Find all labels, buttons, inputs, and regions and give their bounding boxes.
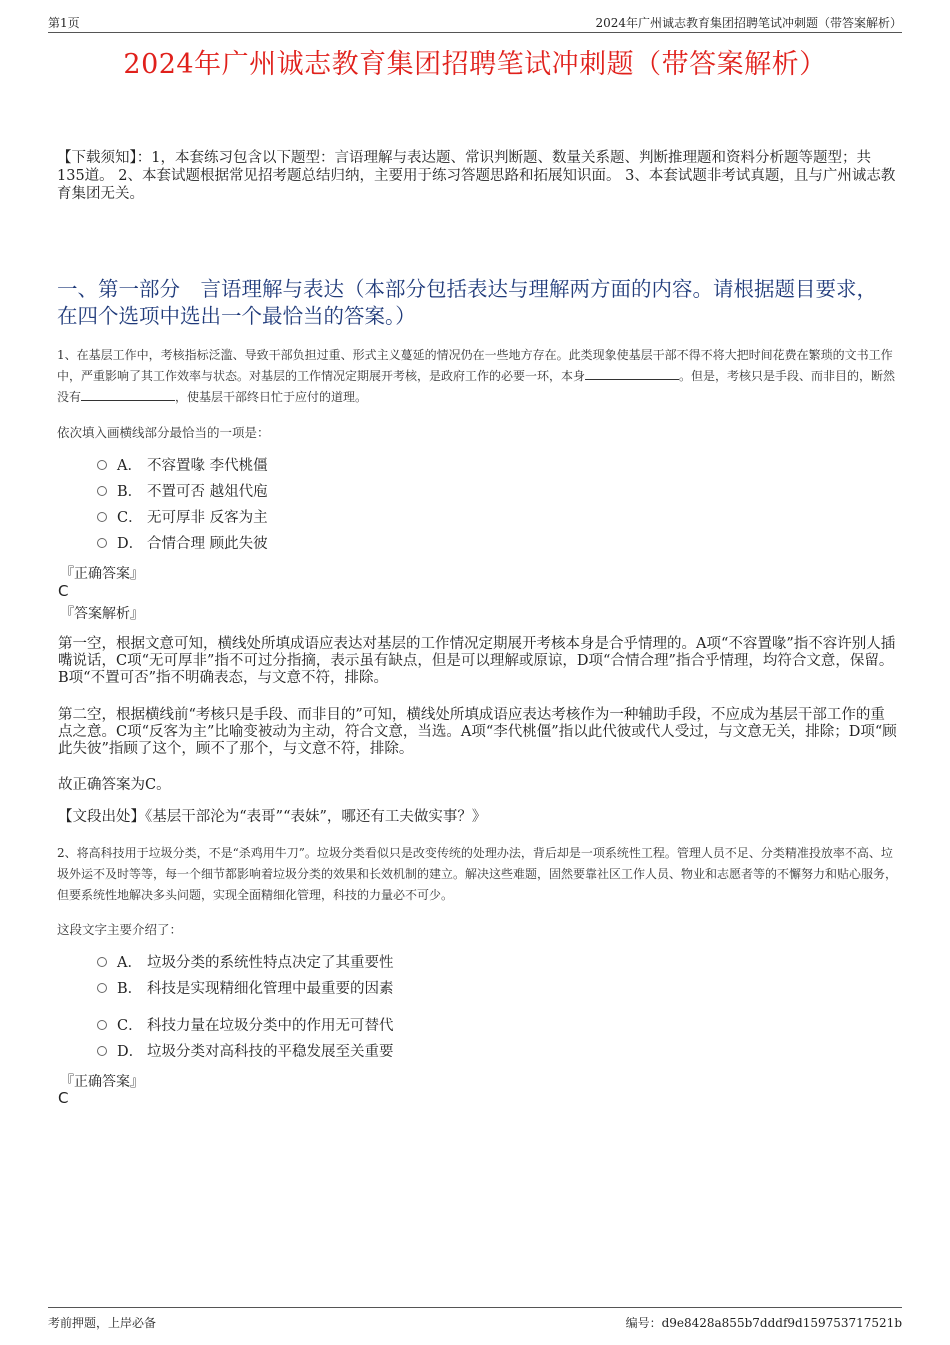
- page-number: 第1页: [48, 16, 80, 30]
- q1-analysis-p3: 故正确答案为C。: [58, 777, 171, 793]
- q1-analysis-label: 『答案解析』: [60, 606, 144, 622]
- question-1-prompt: 依次填入画横线部分最恰当的一项是：: [57, 425, 270, 440]
- footer-doc-id: 编号：d9e8428a855b7dddf9d159753717521b: [625, 1316, 902, 1330]
- radio-icon[interactable]: [97, 1020, 107, 1030]
- question-2-text: 2、将高科技用于垃圾分类，不是“杀鸡用牛刀”。垃圾分类看似只是改变传统的处理办法，背后却是一项系统性工程。管理人员不足、分类精准投放率不高、垃圾外运不及时等等，每一个细节都影响着垃圾分类的效果和长效机制的建立。解决这些难题，固然要靠社区工作人员、物业和志愿者等的不懈努力和贴心服务，但要系统性地解决多头问题，实现全面精细化管理，科技的力量必不可少。: [57, 846, 898, 902]
- q2-option-c[interactable]: C． 科技力量在垃圾分类中的作用无可替代: [97, 1016, 394, 1036]
- q2-option-d[interactable]: D． 垃圾分类对高科技的平稳发展至关重要: [97, 1042, 394, 1062]
- q2-answer-label: 『正确答案』: [60, 1074, 144, 1090]
- radio-icon[interactable]: [97, 957, 107, 967]
- radio-icon[interactable]: [97, 460, 107, 470]
- page-footer: [48, 1307, 902, 1328]
- download-notice: 【下载须知】：1，本套练习包含以下题型：言语理解与表达题、常识判断题、数量关系题、判断推理题和资料分析题等题型；共135道。 2、本套试题根据常见招考题总结归纳，主要用于练习答题思路和拓展知识面。 3、本套试题非考试真题，且与广州诚志教育集团无关。: [57, 150, 896, 202]
- footer-slogan: 考前押题，上岸必备: [48, 1316, 157, 1330]
- q2-option-a[interactable]: A． 垃圾分类的系统性特点决定了其重要性: [97, 953, 394, 973]
- answer-blank: [585, 368, 679, 380]
- q1-option-c[interactable]: C． 无可厚非 反客为主: [97, 508, 268, 528]
- answer-blank: [81, 389, 175, 401]
- radio-icon[interactable]: [97, 983, 107, 993]
- q1-answer-label: 『正确答案』: [60, 566, 144, 582]
- radio-icon[interactable]: [97, 538, 107, 548]
- q1-option-a[interactable]: A． 不容置喙 李代桃僵: [97, 456, 268, 476]
- radio-icon[interactable]: [97, 486, 107, 496]
- section-title: 一、第一部分 言语理解与表达（本部分包括表达与理解两方面的内容。请根据题目要求，在四个选项中选出一个最恰当的答案。）: [57, 277, 877, 328]
- q1-analysis-p2: 第二空，根据横线前“考核只是手段、而非目的”可知，横线处所填成语应表达考核作为一种辅助手段，不应成为基层干部工作的重点之意。C项“反客为主”比喻变被动为主动，符合文意，当选。A项“李代桃僵”指以此代彼或代人受过，与文意无关，排除；D项“顾此失彼”指顾了这个，顾不了那个，与文意不符，排除。: [58, 707, 897, 757]
- question-1-text: 1、在基层工作中，考核指标泛滥、导致干部负担过重、形式主义蔓延的情况仍在一些地方存在。此类现象使基层干部不得不将大把时间花费在繁琐的文书工作中，严重影响了其工作效率与状态。对基层的工作情况定期展开考核，是政府工作的必要一环，本身 。但是，考核只是手段、而非目的，断然没有 ，使基层干部终日忙于应付的道理。: [57, 348, 896, 404]
- q1-answer: C: [58, 582, 69, 600]
- q1-option-d[interactable]: D． 合情合理 顾此失彼: [97, 534, 268, 554]
- q1-source: 【文段出处】《基层干部沦为“表哥”“表妹”，哪还有工夫做实事？》: [58, 809, 487, 825]
- q2-option-b[interactable]: B． 科技是实现精细化管理中最重要的因素: [97, 979, 394, 999]
- q2-answer: C: [58, 1089, 69, 1107]
- radio-icon[interactable]: [97, 512, 107, 522]
- question-2-prompt: 这段文字主要介绍了：: [57, 922, 183, 937]
- header-doc-title: 2024年广州诚志教育集团招聘笔试冲刺题（带答案解析）: [595, 16, 902, 30]
- q1-analysis-p1: 第一空，根据文意可知，横线处所填成语应表达对基层的工作情况定期展开考核本身是合乎情理的。A项“不容置喙”指不容许别人插嘴说话，C项“无可厚非”指不可过分指摘，表示虽有缺点，但是可以理解或原谅，D项“合情合理”指合乎情理，均符合文意，保留。B项“不置可否”指不明确表态，与文意不符，排除。: [58, 636, 896, 686]
- page-title: 2024年广州诚志教育集团招聘笔试冲刺题（带答案解析）: [123, 49, 827, 80]
- radio-icon[interactable]: [97, 1046, 107, 1056]
- page-header: [48, 14, 902, 33]
- q1-option-b[interactable]: B． 不置可否 越俎代庖: [97, 482, 268, 502]
